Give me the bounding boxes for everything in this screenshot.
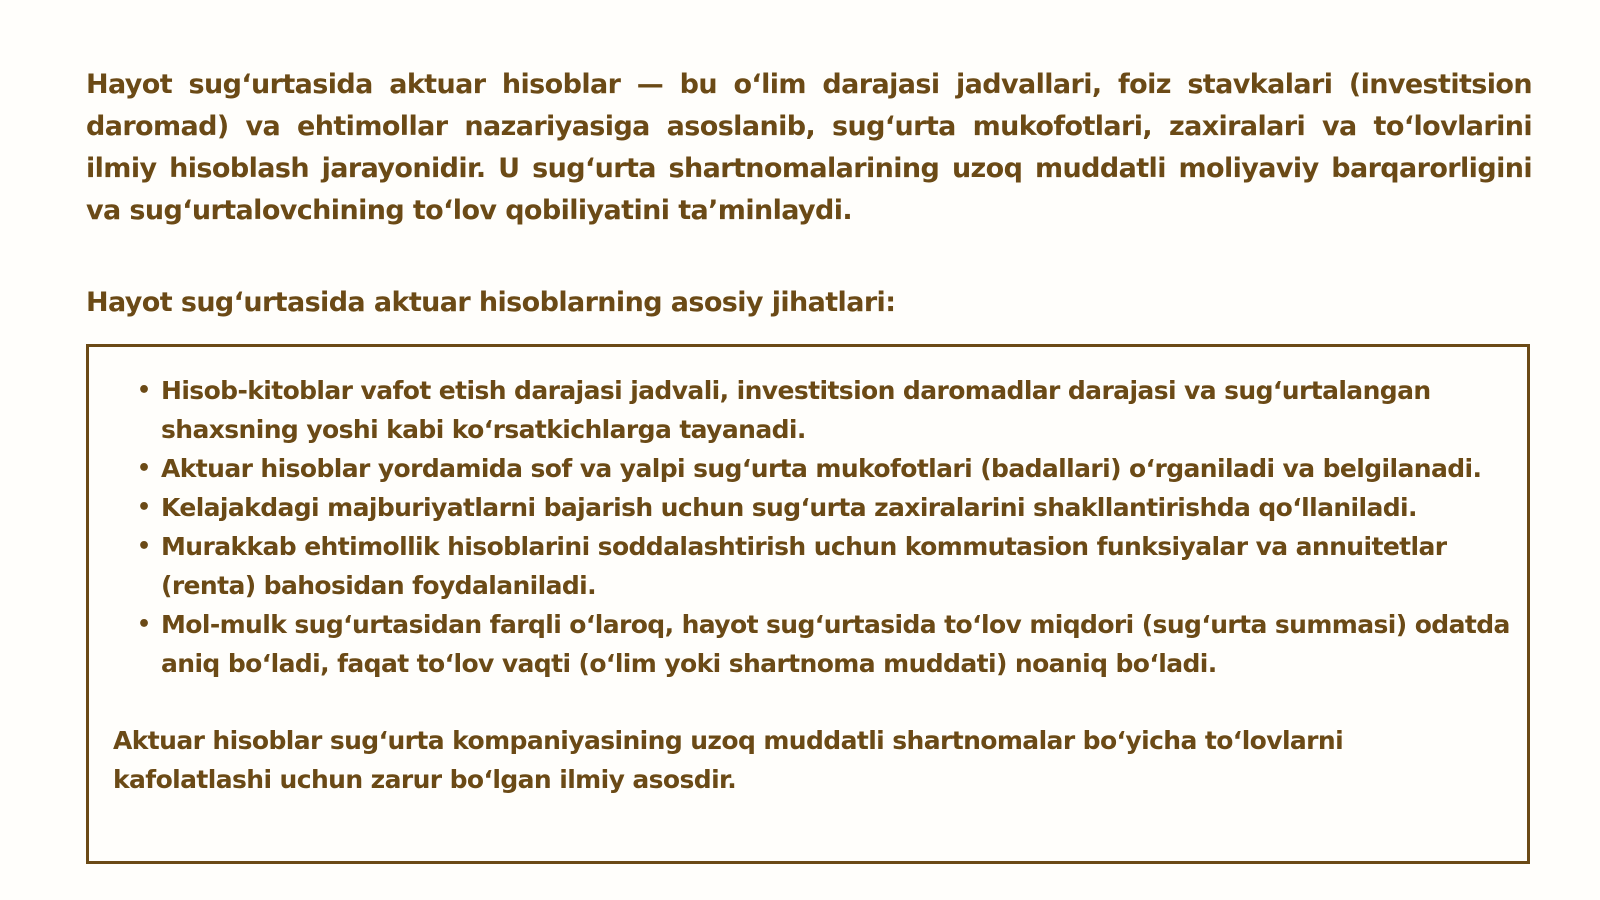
bullet-icon: • bbox=[137, 456, 151, 481]
intro-paragraph: Hayot sug‘urtasida aktuar hisoblar — bu o‘lim darajasi jadvallari, foiz stavkalari (investitsion daromad) va ehtimollar nazariyasiga asoslanib, sug‘urta mukofotlari, zaxiralari va to‘lovlarini ilmiy hisoblash jarayonidir. U sug‘urta shartnomalarining uzoq muddatli moliyaviy barqarorligini va sug‘urtalovchining to‘lov qobiliyatini ta’minlaydi. bbox=[86, 69, 1532, 226]
list-item bbox=[137, 371, 1517, 449]
list-item-text: Kelajakdagi majburiyatlarni bajarish uchun sug‘urta zaxiralarini shakllantirishda qo‘llaniladi. bbox=[161, 493, 1417, 522]
list-item-text: Hisob-kitoblar vafot etish darajasi jadvali, investitsion daromadlar darajasi va sug‘urtalangan shaxsning yoshi kabi ko‘rsatkichlarga tayanadi. bbox=[161, 376, 1431, 444]
list-item bbox=[137, 449, 1517, 488]
aspects-box bbox=[86, 344, 1530, 864]
list-item bbox=[137, 605, 1517, 683]
list-item bbox=[137, 488, 1517, 527]
bullet-icon: • bbox=[137, 495, 151, 520]
bullet-icon: • bbox=[137, 534, 151, 559]
conclusion-text: Aktuar hisoblar sug‘urta kompaniyasining uzoq muddatli shartnomalar bo‘yicha to‘lovlarni kafolatlashi uchun zarur bo‘lgan ilmiy asosdir. bbox=[113, 726, 1344, 794]
aspects-heading: Hayot sug‘urtasida aktuar hisoblarning asosiy jihatlari: bbox=[86, 287, 896, 318]
bullet-icon: • bbox=[137, 378, 151, 403]
aspects-list bbox=[137, 371, 1517, 683]
list-item-text: Mol-mulk sug‘urtasidan farqli o‘laroq, hayot sug‘urtasida to‘lov miqdori (sug‘urta summasi) odatda aniq bo‘ladi, faqat to‘lov vaqti (o‘lim yoki shartnoma muddati) noaniq bo‘ladi. bbox=[161, 610, 1510, 678]
list-item-text: Murakkab ehtimollik hisoblarini soddalashtirish uchun kommutasion funksiyalar va annuitetlar (renta) bahosidan foydalaniladi. bbox=[161, 532, 1447, 600]
list-item bbox=[137, 527, 1517, 605]
bullet-icon: • bbox=[137, 612, 151, 637]
list-item-text: Aktuar hisoblar yordamida sof va yalpi sug‘urta mukofotlari (badallari) o‘rganiladi va belgilanadi. bbox=[161, 454, 1482, 483]
